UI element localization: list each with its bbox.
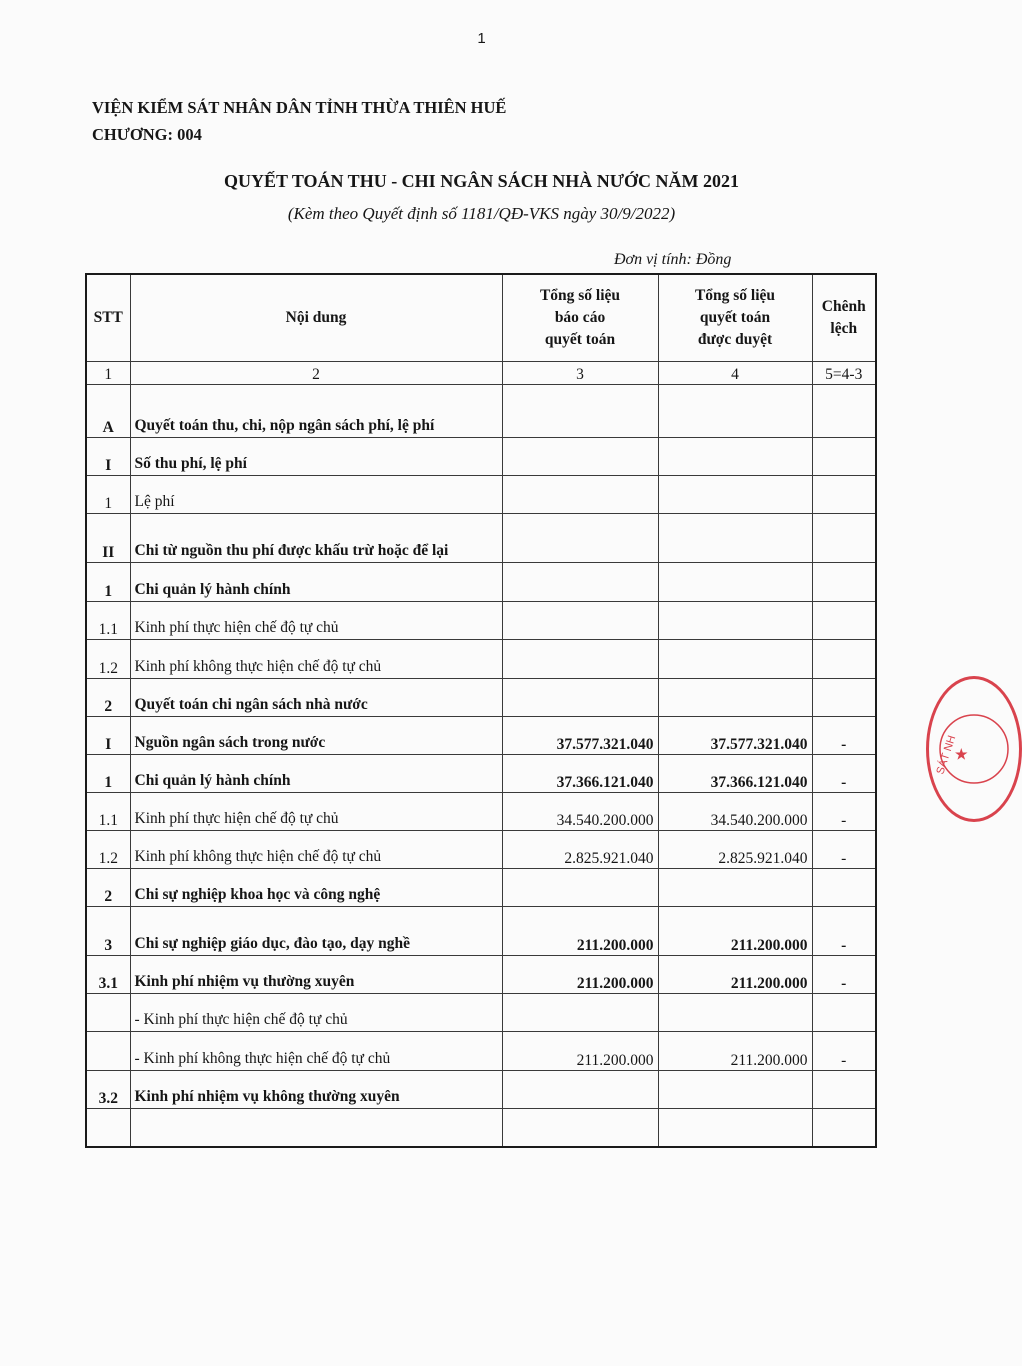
table-row (86, 717, 876, 755)
row-stt: 1.1 (86, 602, 130, 640)
chapter-code: CHƯƠNG: 004 (92, 125, 202, 144)
table-row (86, 1071, 876, 1109)
row-reported-amount (502, 1071, 658, 1109)
row-approved-amount (658, 869, 812, 907)
row-approved-amount (658, 514, 812, 563)
row-reported-amount (502, 438, 658, 476)
header-line: quyết toán (544, 331, 616, 348)
table-row (86, 563, 876, 602)
row-content: Kinh phí nhiệm vụ thường xuyên (130, 956, 502, 994)
column-header-difference (812, 274, 876, 362)
row-approved-amount (658, 1109, 812, 1147)
row-difference: - (812, 755, 876, 793)
row-reported-amount (502, 476, 658, 514)
row-difference (812, 476, 876, 514)
column-index: 5=4-3 (812, 362, 876, 385)
row-stt: II (86, 514, 130, 563)
row-difference (812, 869, 876, 907)
row-stt: 1 (86, 563, 130, 602)
row-difference: - (812, 907, 876, 956)
row-content: Kinh phí không thực hiện chế độ tự chủ (130, 831, 502, 869)
table-row (86, 1109, 876, 1147)
table-row (86, 679, 876, 717)
row-stt: 1.1 (86, 793, 130, 831)
row-stt: 3.1 (86, 956, 130, 994)
row-stt: 2 (86, 679, 130, 717)
row-approved-amount (658, 679, 812, 717)
column-index: 4 (658, 362, 812, 385)
table-row (86, 907, 876, 956)
table-row (86, 602, 876, 640)
row-approved-amount (658, 476, 812, 514)
budget-settlement-table (85, 273, 877, 1148)
official-seal (926, 676, 1022, 822)
row-reported-amount (502, 602, 658, 640)
row-difference (812, 1071, 876, 1109)
row-stt: I (86, 438, 130, 476)
row-difference: - (812, 1032, 876, 1071)
row-approved-amount: 211.200.000 (658, 907, 812, 956)
document-header (92, 94, 506, 148)
row-stt: 2 (86, 869, 130, 907)
table-body (86, 385, 876, 1147)
table-row (86, 1032, 876, 1071)
column-header-stt: STT (86, 274, 130, 362)
row-reported-amount (502, 514, 658, 563)
document-subtitle: (Kèm theo Quyết định số 1181/QĐ-VKS ngày 30/9/2022) (287, 204, 676, 223)
row-difference (812, 679, 876, 717)
table-row (86, 831, 876, 869)
row-stt: 1 (86, 476, 130, 514)
row-reported-amount (502, 563, 658, 602)
column-index-row (86, 362, 876, 385)
row-stt: 3 (86, 907, 130, 956)
row-reported-amount (502, 385, 658, 438)
row-content: Chi sự nghiệp giáo dục, đào tạo, dạy nghề (130, 907, 502, 956)
row-difference: - (812, 956, 876, 994)
row-reported-amount (502, 640, 658, 679)
row-difference (812, 514, 876, 563)
row-content: Nguồn ngân sách trong nước (130, 717, 502, 755)
row-content: Quyết toán thu, chi, nộp ngân sách phí, lệ phí (130, 385, 502, 438)
row-content: Kinh phí nhiệm vụ không thường xuyên (130, 1071, 502, 1109)
header-line: báo cáo (554, 309, 606, 326)
row-approved-amount (658, 438, 812, 476)
table-row (86, 869, 876, 907)
table-header-row (86, 274, 876, 362)
row-approved-amount (658, 994, 812, 1032)
row-content: Kinh phí thực hiện chế độ tự chủ (130, 793, 502, 831)
row-reported-amount (502, 679, 658, 717)
row-reported-amount: 2.825.921.040 (502, 831, 658, 869)
seal-lettering (929, 679, 1019, 819)
row-approved-amount: 34.540.200.000 (658, 793, 812, 831)
row-content: Chi quản lý hành chính (130, 563, 502, 602)
row-difference: - (812, 717, 876, 755)
row-difference (812, 1109, 876, 1147)
row-content: Kinh phí thực hiện chế độ tự chủ (130, 602, 502, 640)
row-content: - Kinh phí không thực hiện chế độ tự chủ (130, 1032, 502, 1071)
svg-text:SÁT NH: SÁT NH (934, 734, 959, 776)
row-approved-amount: 37.366.121.040 (658, 755, 812, 793)
row-approved-amount: 211.200.000 (658, 956, 812, 994)
row-difference (812, 602, 876, 640)
row-stt (86, 994, 130, 1032)
row-stt (86, 1032, 130, 1071)
row-difference (812, 438, 876, 476)
currency-unit: Đơn vị tính: Đồng (614, 251, 732, 268)
row-approved-amount: 2.825.921.040 (658, 831, 812, 869)
row-approved-amount (658, 385, 812, 438)
page-number: 1 (477, 30, 486, 47)
table-row (86, 514, 876, 563)
header-line: Tổng số liệu (694, 287, 776, 304)
header-line: Tổng số liệu (539, 287, 621, 304)
row-difference: - (812, 793, 876, 831)
table-row (86, 956, 876, 994)
column-header-content: Nội dung (130, 274, 502, 362)
column-index: 2 (130, 362, 502, 385)
row-stt: I (86, 717, 130, 755)
row-difference: - (812, 831, 876, 869)
table-row (86, 385, 876, 438)
row-reported-amount (502, 994, 658, 1032)
row-difference (812, 640, 876, 679)
row-content: Kinh phí không thực hiện chế độ tự chủ (130, 640, 502, 679)
row-stt: 3.2 (86, 1071, 130, 1109)
table-row (86, 438, 876, 476)
row-difference (812, 563, 876, 602)
row-content: Số thu phí, lệ phí (130, 438, 502, 476)
column-index: 1 (86, 362, 130, 385)
header-line: quyết toán (699, 309, 771, 326)
row-reported-amount: 211.200.000 (502, 907, 658, 956)
row-content: Chi từ nguồn thu phí được khấu trừ hoặc để lại (130, 514, 502, 563)
row-approved-amount: 211.200.000 (658, 1032, 812, 1071)
row-content: - Kinh phí thực hiện chế độ tự chủ (130, 994, 502, 1032)
row-approved-amount: 37.577.321.040 (658, 717, 812, 755)
header-line: Chênh (821, 298, 866, 315)
row-reported-amount: 37.577.321.040 (502, 717, 658, 755)
row-approved-amount (658, 1071, 812, 1109)
row-reported-amount (502, 869, 658, 907)
row-stt (86, 1109, 130, 1147)
document-title: QUYẾT TOÁN THU - CHI NGÂN SÁCH NHÀ NƯỚC NĂM 2021 (223, 171, 740, 191)
row-reported-amount: 211.200.000 (502, 1032, 658, 1071)
row-reported-amount: 211.200.000 (502, 956, 658, 994)
organization-name: VIỆN KIỂM SÁT NHÂN DÂN TỈNH THỪA THIÊN HUẾ (92, 98, 507, 117)
row-reported-amount (502, 1109, 658, 1147)
row-content: Chi sự nghiệp khoa học và công nghệ (130, 869, 502, 907)
table-row (86, 476, 876, 514)
header-line: lệch (830, 320, 858, 337)
table-row (86, 994, 876, 1032)
row-stt: 1.2 (86, 831, 130, 869)
column-header-approved (658, 274, 812, 362)
row-stt: A (86, 385, 130, 438)
column-index: 3 (502, 362, 658, 385)
row-approved-amount (658, 640, 812, 679)
svg-text:★: ★ (955, 746, 968, 762)
table-row (86, 640, 876, 679)
row-approved-amount (658, 563, 812, 602)
row-content (130, 1109, 502, 1147)
row-reported-amount: 34.540.200.000 (502, 793, 658, 831)
table-row (86, 793, 876, 831)
table-row (86, 755, 876, 793)
row-stt: 1 (86, 755, 130, 793)
row-reported-amount: 37.366.121.040 (502, 755, 658, 793)
row-difference (812, 994, 876, 1032)
row-approved-amount (658, 602, 812, 640)
column-header-reported (502, 274, 658, 362)
row-stt: 1.2 (86, 640, 130, 679)
row-difference (812, 385, 876, 438)
row-content: Chi quản lý hành chính (130, 755, 502, 793)
header-line: được duyệt (697, 331, 773, 348)
row-content: Lệ phí (130, 476, 502, 514)
row-content: Quyết toán chi ngân sách nhà nước (130, 679, 502, 717)
